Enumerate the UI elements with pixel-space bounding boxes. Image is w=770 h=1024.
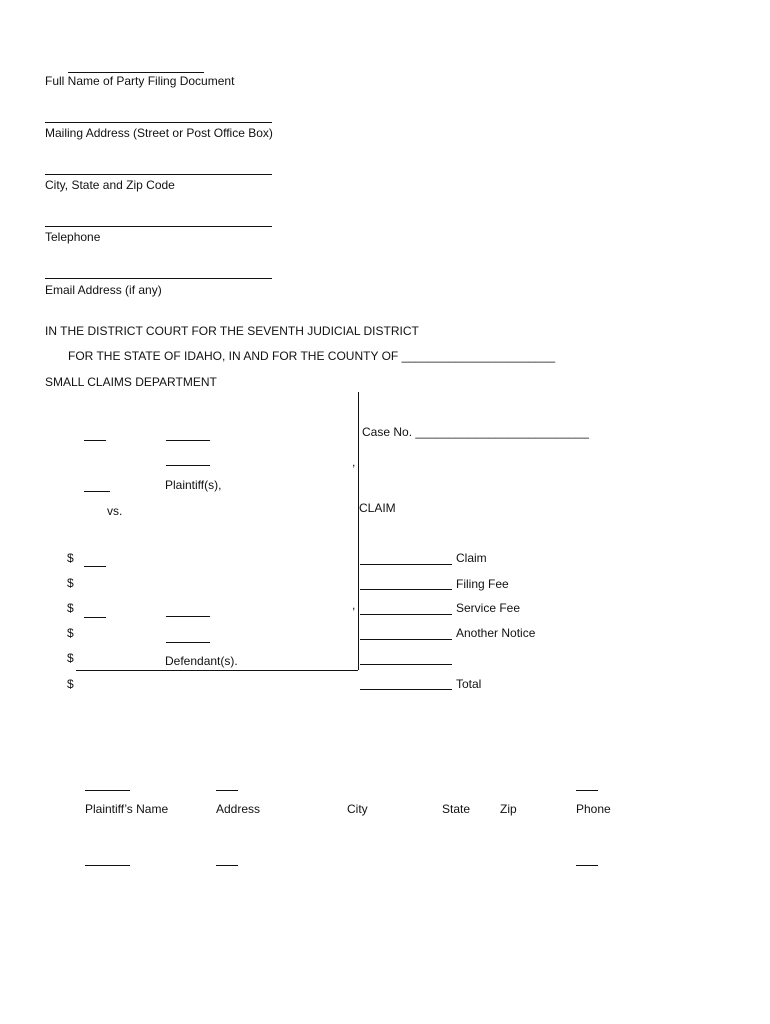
plaintiff-label: Plaintiff(s), (165, 478, 222, 492)
court-header-line3: SMALL CLAIMS DEPARTMENT (45, 375, 217, 389)
mailing-address-line[interactable] (45, 122, 272, 123)
telephone-label: Telephone (45, 230, 101, 244)
email-line[interactable] (45, 278, 272, 279)
telephone-line[interactable] (45, 226, 272, 227)
vs-label: vs. (107, 504, 123, 518)
plaintiff-name-line-3[interactable] (84, 491, 110, 492)
caption-comma-top: , (352, 455, 356, 469)
city-state-zip-label: City, State and Zip Code (45, 178, 175, 192)
filing-fee-line[interactable] (360, 589, 452, 590)
total-line[interactable] (360, 689, 452, 690)
header-city: City (347, 802, 368, 816)
header-state: State (442, 802, 471, 816)
caption-comma-bottom: , (352, 598, 356, 612)
full-name-label: Full Name of Party Filing Document (45, 74, 235, 88)
dollar-sign-4: $ (67, 626, 74, 640)
header-address: Address (216, 802, 261, 816)
court-header-line1: IN THE DISTRICT COURT FOR THE SEVENTH JUDICIAL DISTRICT (45, 324, 419, 338)
email-label: Email Address (if any) (45, 283, 162, 297)
claim-amount-line[interactable] (360, 564, 452, 565)
service-fee-label: Service Fee (456, 601, 521, 615)
dollar-line-3[interactable] (84, 617, 106, 618)
plaintiff-name-entry-line-2[interactable] (85, 865, 130, 866)
dollar-sign-3: $ (67, 601, 74, 615)
dollar-sign-2: $ (67, 576, 74, 590)
mailing-address-label: Mailing Address (Street or Post Office Box) (45, 126, 273, 140)
service-fee-line[interactable] (360, 614, 452, 615)
court-header-line2: FOR THE STATE OF IDAHO, IN AND FOR THE COUNTY OF _______________________ (68, 349, 556, 363)
address-entry-line[interactable] (216, 790, 238, 791)
phone-entry-line-2[interactable] (576, 865, 598, 866)
dollar-sign-6: $ (67, 677, 74, 691)
caption-bottom-rule (76, 670, 358, 671)
plaintiff-name-line[interactable] (166, 440, 210, 441)
total-label: Total (456, 677, 482, 691)
defendant-name-line-2[interactable] (166, 642, 210, 643)
city-state-zip-line[interactable] (45, 174, 272, 175)
claim-title: CLAIM (359, 501, 396, 515)
address-entry-line-2[interactable] (216, 865, 238, 866)
another-notice-line[interactable] (360, 639, 452, 640)
blank-amount-line[interactable] (360, 664, 452, 665)
full-name-line[interactable] (68, 72, 204, 73)
another-notice-label: Another Notice (456, 626, 536, 640)
phone-entry-line[interactable] (576, 790, 598, 791)
header-zip: Zip (500, 802, 517, 816)
claim-amount-label: Claim (456, 551, 487, 565)
defendant-name-line[interactable] (166, 616, 210, 617)
dollar-sign-5: $ (67, 651, 74, 665)
header-phone: Phone (576, 802, 611, 816)
case-number[interactable]: Case No. __________________________ (362, 425, 589, 439)
dollar-line-1[interactable] (84, 566, 106, 567)
plaintiff-name-line-2[interactable] (166, 465, 210, 466)
plaintiff-name-line-short[interactable] (84, 440, 106, 441)
caption-divider (358, 392, 359, 670)
header-plaintiff-name: Plaintiff’s Name (85, 802, 169, 816)
plaintiff-name-entry-line[interactable] (85, 790, 130, 791)
filing-fee-label: Filing Fee (456, 577, 509, 591)
dollar-sign-1: $ (67, 551, 74, 565)
defendant-label: Defendant(s). (165, 654, 238, 668)
